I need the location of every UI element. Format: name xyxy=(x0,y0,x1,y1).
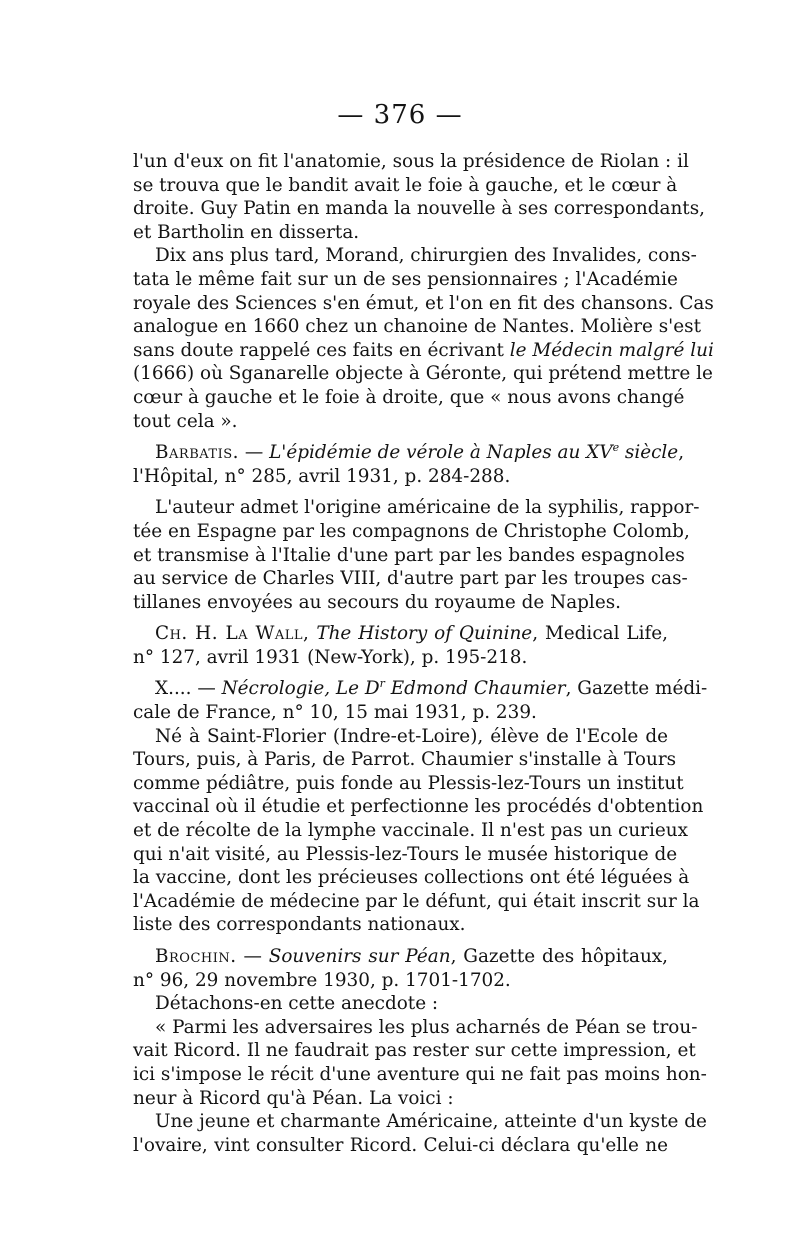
reference-author: Barbatis. xyxy=(155,442,239,464)
text-fragment: , Gazette médi- xyxy=(565,678,708,700)
work-title: le Médecin malgré lui xyxy=(509,339,714,361)
text-line xyxy=(133,945,668,969)
reference-author: Ch. H. La Wall, xyxy=(155,623,310,645)
text-line: la vaccine, dont les précieuses collections ont été léguées à xyxy=(133,867,690,889)
body-text xyxy=(133,150,714,1157)
text-line: tout cela ». xyxy=(133,410,238,432)
separator: — xyxy=(236,946,269,967)
text-line: cale de France, n° 10, 15 mai 1931, p. 239. xyxy=(133,702,537,724)
text-line: l'un d'eux on fit l'anatomie, sous la présidence de Riolan : il xyxy=(133,151,689,172)
reference-title xyxy=(269,442,678,463)
reference-title xyxy=(222,678,566,699)
text-line: L'auteur admet l'origine américaine de la syphilis, rappor- xyxy=(155,497,700,519)
text-line: liste des correspondants nationaux. xyxy=(133,914,466,936)
text-line: n° 127, avril 1931 (New-York), p. 195-218. xyxy=(133,646,528,668)
text-line: et Bartholin en disserta. xyxy=(133,221,360,243)
text-line: vaccinal où il étudie et perfectionne les procédés d'obtention xyxy=(133,796,704,818)
text-line: Dix ans plus tard, Morand, chirurgien des Invalides, cons- xyxy=(155,245,697,267)
reference-entry xyxy=(133,441,685,488)
text-line: (1666) où Sganarelle objecte à Géronte, qui prétend mettre le xyxy=(133,363,713,385)
text-line: neur à Ricord qu'à Péan. La voici : xyxy=(133,1087,454,1109)
text-line: Né à Saint-Florier (Indre-et-Loire), élève de l'Ecole de xyxy=(155,725,668,747)
text-fragment: sans doute rappelé ces faits en écrivant xyxy=(133,339,510,361)
paragraph xyxy=(133,150,705,244)
page-number: — 376 — xyxy=(337,100,463,130)
text-line xyxy=(133,339,714,363)
text-line: tata le même fait sur un de ses pensionnaires ; l'Académie xyxy=(133,268,678,290)
separator: — xyxy=(191,678,222,700)
title-part: Edmond Chaumier xyxy=(384,678,566,700)
text-line: tée en Espagne par les compagnons de Christophe Colomb, xyxy=(133,520,690,542)
text-line: Une jeune et charmante Américaine, atteinte d'un kyste de xyxy=(155,1111,707,1133)
text-line: l'Académie de médecine par le défunt, qui était inscrit sur la xyxy=(133,890,700,912)
reference-title: The History of Quinine xyxy=(316,623,533,645)
paragraph xyxy=(133,244,714,433)
reference-entry xyxy=(133,945,668,992)
text-line: tillanes envoyées au secours du royaume de Naples. xyxy=(133,591,621,613)
text-line xyxy=(133,622,668,646)
text-line: ici s'impose le récit d'une aventure qui ne fait pas moins hon- xyxy=(133,1063,707,1085)
text-line: « Parmi les adversaires les plus acharnés de Péan se trou- xyxy=(155,1016,698,1038)
title-part: Nécrologie, Le D xyxy=(221,678,380,700)
text-line xyxy=(133,677,708,701)
text-line: Tours, puis, à Paris, de Parrot. Chaumier s'installe à Tours xyxy=(133,749,677,771)
text-line: et transmise à l'Italie d'une part par les bandes espagnoles xyxy=(133,544,685,566)
superscript: r xyxy=(379,677,385,691)
paragraph xyxy=(133,725,704,937)
text-line: comme pédiâtre, puis fonde au Plessis-lez-Tours un institut xyxy=(133,772,684,794)
text-line: royale des Sciences s'en émut, et l'on en fit des chansons. Cas xyxy=(133,292,714,314)
reference-entry xyxy=(133,622,668,669)
text-line: n° 96, 29 novembre 1930, p. 1701-1702. xyxy=(133,969,511,991)
text-line: analogue en 1660 chez un chanoine de Nantes. Molière s'est xyxy=(133,316,701,338)
text-line: au service de Charles VIII, d'autre part par les troupes cas- xyxy=(133,568,688,590)
text-line: se trouva que le bandit avait le foie à gauche, et le cœur à xyxy=(133,174,678,196)
text-fragment: , Medical Life, xyxy=(532,623,669,645)
reference-title: Souvenirs sur Péan xyxy=(268,946,451,967)
text-line: Détachons-en cette anecdote : xyxy=(155,993,439,1015)
reference-author: X.... xyxy=(155,678,192,700)
paragraph xyxy=(133,496,700,614)
text-line: l'ovaire, vint consulter Ricord. Celui-ci déclara qu'elle ne xyxy=(133,1134,668,1156)
text-line xyxy=(133,441,685,465)
reference-entry xyxy=(133,677,708,724)
paragraph xyxy=(133,992,668,1016)
text-line: et de récolte de la lymphe vaccinale. Il n'est pas un curieux xyxy=(133,820,688,842)
superscript: e xyxy=(612,441,620,454)
paragraph xyxy=(133,1016,707,1110)
text-line: qui n'ait visité, au Plessis-lez-Tours le musée historique de xyxy=(133,843,678,865)
text-fragment: , xyxy=(678,442,685,464)
title-part: L'épidémie de vérole à Naples au XV xyxy=(269,442,613,464)
text-line: vait Ricord. Il ne faudrait pas rester sur cette impression, et xyxy=(133,1040,696,1062)
paragraph xyxy=(133,1110,707,1157)
text-line: droite. Guy Patin en manda la nouvelle à ses correspondants, xyxy=(133,198,705,220)
text-line: l'Hôpital, n° 285, avril 1931, p. 284-288. xyxy=(133,465,511,487)
text-fragment: , Gazette des hôpitaux, xyxy=(450,946,668,967)
text-line: cœur à gauche et le foie à droite, que « nous avons changé xyxy=(133,386,685,408)
reference-author: Brochin. xyxy=(155,946,237,967)
separator: — xyxy=(238,442,270,464)
title-part: siècle xyxy=(619,442,679,464)
